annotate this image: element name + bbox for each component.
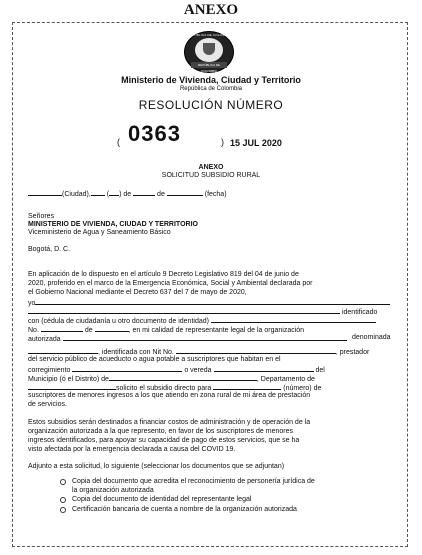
attachment-radio-1[interactable] xyxy=(60,479,66,485)
de-label: de xyxy=(123,191,132,198)
place-date-line: (Ciudad), ( ) de de (fecha) xyxy=(28,188,227,199)
adjunto-instruction: Adjunto a esta solicitud, lo siguiente (seleccionar los documentos que se adjuntan) xyxy=(28,463,285,470)
shield-icon xyxy=(203,43,215,55)
denominada-label: denominada xyxy=(352,334,391,341)
paragraph-1-line-2: 2020, proferido en el marco de la Emergencia Económica, Social y Ambiental declarada por xyxy=(28,280,313,287)
nit-line: , identificada con Nit No. , prestador xyxy=(28,346,369,357)
ministry-name: Ministerio de Vivienda, Ciudad y Territorio xyxy=(121,75,301,85)
annex-title: ANEXO xyxy=(198,164,224,171)
no-line: No. de , en mi calidad de representante legal de la organización xyxy=(28,324,304,335)
yo-line: yo xyxy=(28,297,390,308)
national-seal-icon xyxy=(184,31,234,73)
autorizada-line: autorizada xyxy=(28,333,347,344)
attachment-1-line-2: la organización autorizada xyxy=(72,487,154,494)
suscriptores-line: suscriptores de menores ingresos a los que atiendo en zona rural de mi área de prestación xyxy=(28,392,311,399)
resolution-title: RESOLUCIÓN NÚMERO xyxy=(138,98,284,112)
seal-band-text: REPÚBLICA DE COLOMBIA xyxy=(191,62,227,68)
close-paren: ) xyxy=(221,137,224,147)
recipient-office: Viceministerio de Agua y Saneamiento Básico xyxy=(28,229,171,236)
ciudad-label: (Ciudad), xyxy=(62,191,91,198)
attachment-radio-3[interactable] xyxy=(60,507,66,513)
recipient-city: Bogotá, D. C. xyxy=(28,246,71,253)
resolution-number: 0363 xyxy=(128,121,181,146)
attachment-3-line-1: Certificación bancaria de cuenta a nombre de la organización autorizada xyxy=(72,506,297,513)
paragraph-2-line-1: Estos subsidios serán destinados a financiar costos de administración y de operación de la xyxy=(28,419,311,426)
country-name: República de Colombia xyxy=(179,86,243,92)
servicio-line: del servicio público de acueducto o agua potable a suscriptores que habitan en el xyxy=(28,356,281,363)
paragraph-1-line-3: el Gobierno Nacional mediante el Decreto 637 del 7 de mayo de 2020, xyxy=(28,289,247,296)
recipient-name: MINISTERIO DE VIVIENDA, CIUDAD Y TERRITORIO xyxy=(28,221,198,228)
corregimiento-line: corregimiento o vereda del xyxy=(28,364,325,375)
attachment-radio-2[interactable] xyxy=(60,497,66,503)
solicito-line: solicito el subsidio directo para (número) de xyxy=(28,382,321,393)
paragraph-1-line-1: En aplicación de lo dispuesto en el artículo 9 Decreto Legislativo 819 del 04 de junio de xyxy=(28,271,299,278)
municipio-line: Municipio (ó el Distrito) de , Departamento de xyxy=(28,373,315,384)
annex-subtitle: SOLICITUD SUBSIDIO RURAL xyxy=(161,172,261,179)
attachment-2-line-1: Copia del documento de identidad del representante legal xyxy=(72,496,252,503)
greeting: Señores xyxy=(28,213,55,220)
paragraph-2-line-3: ingresos identificados, para apoyar su capacidad de pago de estos servicios, que se ha xyxy=(28,437,300,444)
resolution-date: 15 JUL 2020 xyxy=(230,138,282,148)
annex-header: ANEXO xyxy=(183,2,239,18)
open-paren: ( xyxy=(117,137,120,147)
fecha-label: (fecha) xyxy=(204,191,227,198)
servicios-line: de servicios. xyxy=(28,401,67,408)
paragraph-2-line-4: visto afectada por la emergencia declarada a causa del COVID 19. xyxy=(28,446,236,453)
attachment-1-line-1: Copia del documento que acredita el reconocimiento de personería jurídica de xyxy=(72,478,315,485)
identificado-line: identificado xyxy=(28,306,377,317)
seal-top-text: REPÚBLICA DE COLOMBIA xyxy=(187,33,231,37)
paragraph-2-line-2: organización autorizada a la que represento, en favor de los suscriptores de menores xyxy=(28,428,293,435)
cedula-line: con (cédula de ciudadanía u otro documento de identidad) xyxy=(28,315,376,326)
